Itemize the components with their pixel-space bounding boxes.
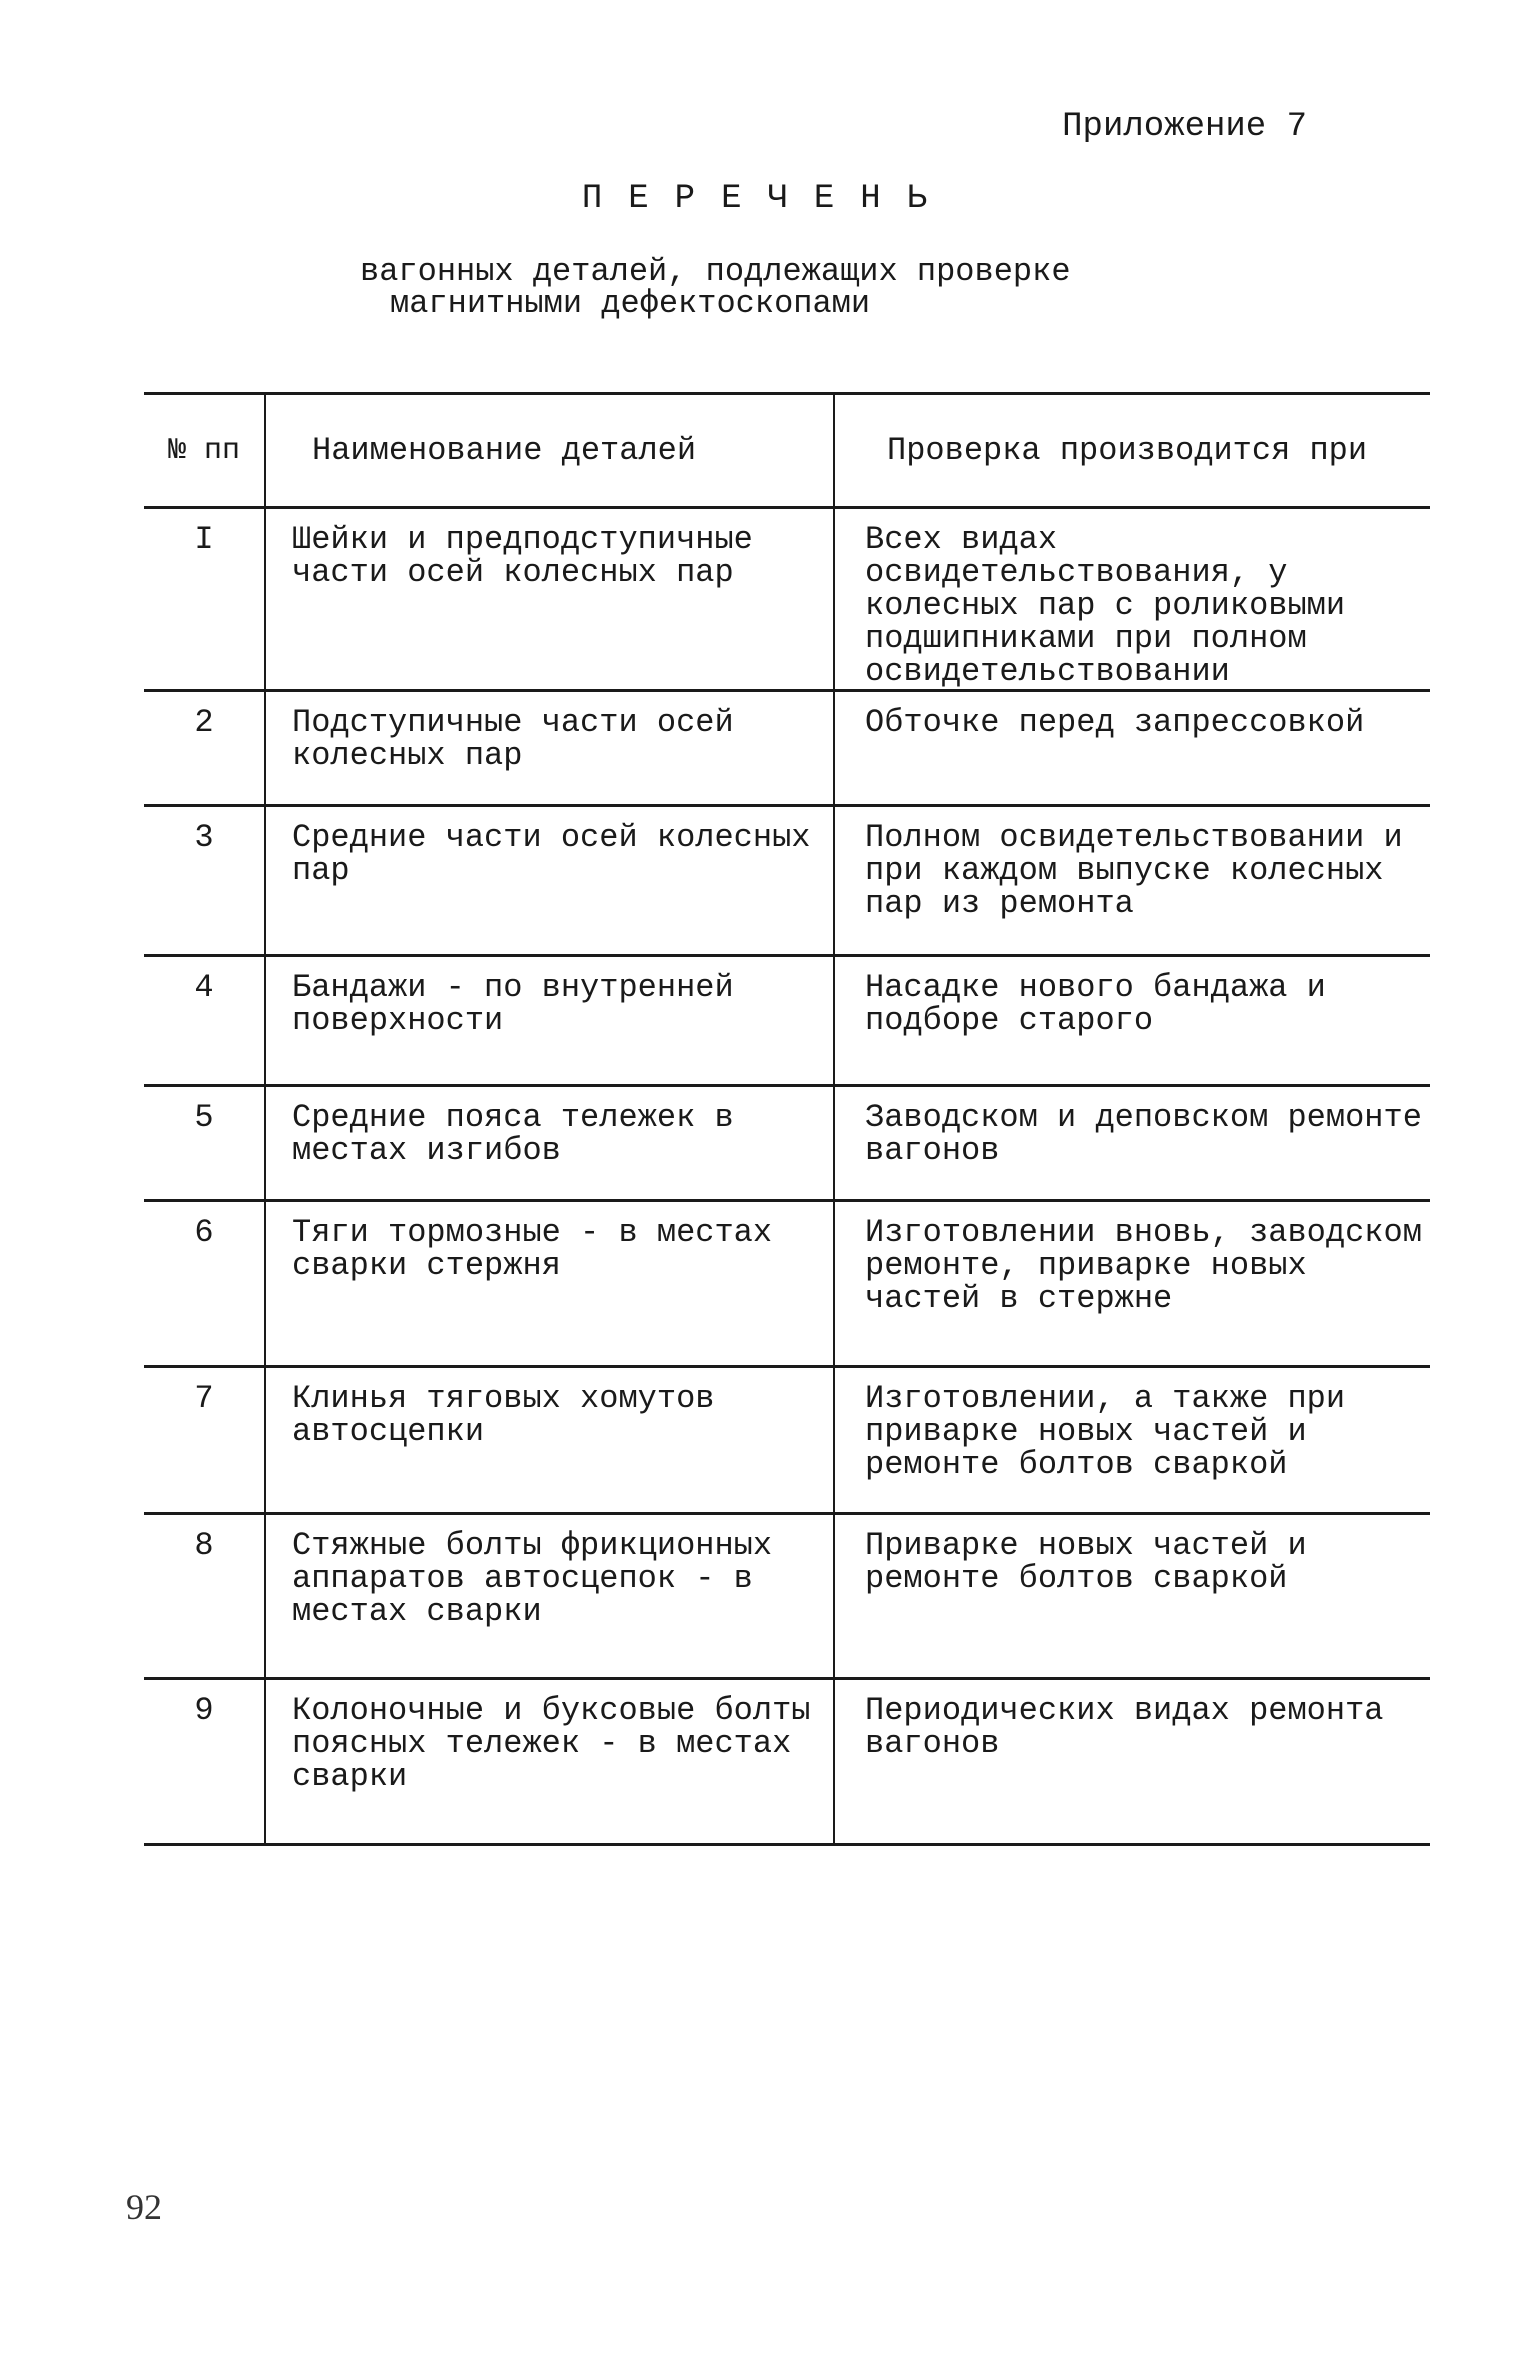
row-when: Всех видах освидетельствования, у колесных пар с роликовыми подшипниками при полном освидетельствовании [834,508,1430,691]
header-name: Наименование деталей [265,394,834,508]
row-name: Средние части осей колесных пар [265,806,834,956]
row-name: Колоночные и буксовые болты поясных тележек - в местах сварки [265,1679,834,1845]
row-number: I [144,508,265,691]
appendix-label: Приложение 7 [1062,108,1307,146]
row-name: Бандажи - по внутренней поверхности [265,956,834,1086]
table-row [144,1679,1430,1845]
table-row [144,1367,1430,1514]
row-when: Изготовлении, а также при приварке новых частей и ремонте болтов сваркой [834,1367,1430,1514]
table-row [144,508,1430,691]
row-number: 3 [144,806,265,956]
table-header-row [144,394,1430,508]
row-when: Насадке нового бандажа и подборе старого [834,956,1430,1086]
table-row [144,691,1430,806]
table-row [144,1086,1430,1201]
row-number: 5 [144,1086,265,1201]
row-name: Клинья тяговых хомутов автосцепки [265,1367,834,1514]
document-subtitle [360,253,1140,322]
subtitle-line-2: магнитными дефектоскопами [390,285,871,322]
document-title: ПЕРЕЧЕНЬ [581,180,954,218]
row-number: 4 [144,956,265,1086]
row-number: 6 [144,1201,265,1367]
row-when: Изготовлении вновь, заводском ремонте, приварке новых частей в стержне [834,1201,1430,1367]
row-number: 8 [144,1514,265,1679]
table-row [144,956,1430,1086]
row-name: Тяги тормозные - в местах сварки стержня [265,1201,834,1367]
table-row [144,1514,1430,1679]
row-number: 7 [144,1367,265,1514]
row-name: Средние пояса тележек в местах изгибов [265,1086,834,1201]
table-row [144,1201,1430,1367]
parts-table [144,392,1430,1846]
row-when: Приварке новых частей и ремонте болтов сваркой [834,1514,1430,1679]
row-number: 2 [144,691,265,806]
row-when: Обточке перед запрессовкой [834,691,1430,806]
header-when: Проверка производится при [834,394,1430,508]
subtitle-line-1: вагонных деталей, подлежащих проверке [360,253,1071,290]
row-name: Подступичные части осей колесных пар [265,691,834,806]
row-when: Полном освидетельствовании и при каждом выпуске колесных пар из ремонта [834,806,1430,956]
row-when: Периодических видах ремонта вагонов [834,1679,1430,1845]
row-when: Заводском и деповском ремонте вагонов [834,1086,1430,1201]
page-number: 92 [126,2187,162,2227]
header-number: № пп [144,394,265,508]
row-number: 9 [144,1679,265,1845]
table-row [144,806,1430,956]
row-name: Стяжные болты фрикционных аппаратов автосцепок - в местах сварки [265,1514,834,1679]
row-name: Шейки и предподступичные части осей колесных пар [265,508,834,691]
